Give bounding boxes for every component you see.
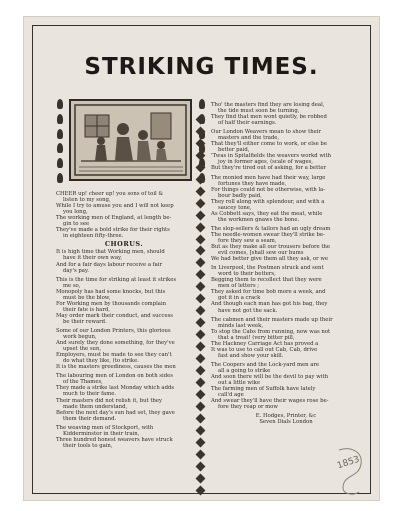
verse-line: It is the masters greediness, causes the men: [56, 364, 176, 371]
verse-line: But as they make all our trousers before the: [211, 244, 331, 251]
verse-line: gin to see: [63, 221, 90, 228]
woodcut-scene-image: [71, 101, 190, 179]
verse-line: the tide must soon be turning,: [218, 108, 300, 115]
verse-line: 'Twas in Spitalfields the weavers workd with: [211, 153, 332, 160]
left-ornament-column: [53, 99, 67, 183]
archive-stamp: [333, 444, 369, 498]
verse-line: They made a strike last Monday which adds: [56, 385, 175, 392]
verse-line: of the Thames,: [63, 379, 103, 386]
verse-line: their tools to gain,: [63, 442, 113, 449]
verse-line: out a little wike: [218, 380, 260, 387]
woodcut-illustration: [69, 99, 192, 181]
verse-line: fortunes they have made,: [218, 180, 287, 187]
verse-line: day's pay.: [63, 267, 89, 274]
verse-line: all a going to strike: [218, 367, 271, 374]
verse-line: The monied men have had their way, large: [211, 174, 326, 181]
verse-line: They roll along with splendour, and with a: [211, 198, 325, 205]
verse-line: And swear they'll have their wages rose be-: [211, 398, 329, 405]
verse-line: do what they like, (to strike.: [63, 358, 139, 365]
verse-line: got it in a crack: [218, 295, 261, 302]
verse-line: To stop the Cabs from running, now was not: [211, 328, 331, 335]
verse-line: work begun,: [63, 334, 97, 341]
stamp-text: 1853: [336, 454, 361, 472]
verse-line: The labouring men of London on both sides: [56, 373, 173, 380]
verse-line: And though each man has got his bag, they: [211, 301, 328, 308]
verse-line: bour badly paid,: [218, 192, 262, 199]
verse-line: you long,: [63, 209, 88, 216]
verse-line: And for a fair days labour receive a fair: [56, 261, 163, 268]
verse-line: Kidderminster in their train,: [63, 430, 140, 437]
verse-line: must be the blow,: [63, 294, 111, 301]
verse-line: The Hackney Carriage Act has proved a: [211, 340, 319, 347]
verse-line: listen to my song,: [63, 197, 111, 204]
center-ornament-column: [194, 116, 206, 494]
verse-line: in eighteen fifty-three.: [63, 233, 124, 240]
verse-line: As Cobbett says, they eat the meat, while: [211, 210, 323, 217]
verse-line: that a treat! (very bitter pill,: [218, 334, 295, 341]
right-text-column: [211, 102, 361, 425]
broadside-title: STRIKING TIMES.: [84, 54, 319, 80]
verse-line: In Liverpool, the Postmen struck and sent: [211, 265, 324, 272]
verse-line: The cabmen and their masters made up their: [211, 316, 333, 323]
verse-line: And soon there will be the devil to pay with: [211, 373, 328, 380]
verse-line: The needle-women swear they'll strike be-: [211, 231, 325, 238]
verse-line: upset the sun,: [63, 346, 102, 353]
verse-line: their fate is hard,: [63, 306, 110, 313]
verse-line: Their masters did not relish it, but they: [56, 397, 162, 404]
verse-line: better paid,: [218, 147, 250, 154]
verse-line: word to their betters,: [218, 271, 276, 278]
broadside-sheet: [23, 16, 380, 501]
verse-line: saucey tone,: [218, 204, 252, 211]
verse-line: masters and the trade,: [218, 135, 280, 142]
printer-imprint: [211, 413, 361, 425]
verse-line: For things could not be otherwise, with la-: [211, 186, 326, 193]
chorus-heading: CHORUS.: [104, 240, 144, 249]
verse-line: men of letters ;: [218, 283, 260, 290]
verse-line: The weaving men of Stockport, with: [56, 424, 154, 431]
imprint-location: Seven Dials London: [259, 419, 313, 426]
verse-line: They find that men wont quietly, be robbed: [211, 114, 327, 121]
verse-line: them their demand.: [63, 415, 117, 422]
verse-line: the workmen gnaws the bone.: [218, 216, 300, 223]
verse-line: The working men of England, at length be-: [56, 215, 172, 222]
verse-line: me so,: [63, 282, 81, 289]
verse-line: of half their earnings.: [218, 120, 277, 127]
verse-line: minds last week,: [218, 322, 264, 329]
verse-line: The Coopers and the Lock-yard men are: [211, 361, 320, 368]
verse-line: Our London Weavers mean to show their: [211, 129, 321, 136]
verse-line: joy in former ages, (scale of wages,: [218, 159, 313, 166]
verse-line: For Working men by thousands complain: [56, 300, 167, 307]
verse-line: That they'll either come to work, or else be: [211, 141, 327, 148]
left-text-column: [56, 188, 192, 449]
verse-line: They've made a bold strike for their rights: [56, 227, 170, 234]
verse-line: fore they sew a seam,: [218, 237, 277, 244]
verse-line: While I try to amuse you and I will not keep: [56, 203, 174, 210]
verse-line: have not got the sack.: [218, 307, 278, 314]
verse-line: The slop-sellers & tailors had an ugly dream: [211, 225, 331, 232]
verse-line: The farming men of Suffolk have lately: [211, 386, 316, 393]
verse-line: Three hundred honest weavers have struck: [56, 436, 173, 443]
verse-line: fast and show your skill.: [218, 352, 284, 359]
verse-line: Some of our London Printers, this glorious: [56, 327, 171, 334]
verse-line: It was to use to call out Cab, Cab, drive: [211, 346, 318, 353]
verse-line: evil comes, [shall sew our bums: [218, 250, 304, 257]
verse-line: much to their fame.: [63, 391, 117, 398]
verse-line: made them understand,: [63, 403, 128, 410]
verse-line: Employers, must be made to see they can't: [56, 352, 172, 359]
verse-line: have it their own way,: [63, 255, 122, 262]
verse-line: Begging them to recollect that they were: [211, 277, 322, 284]
verse-line: This is the time for striking at least it strikes: [56, 276, 177, 283]
verse-line: Monopoly has had some knocks, but this: [56, 288, 166, 295]
verse-line: They asked for time bob more a week, and: [211, 289, 326, 296]
verse-line: We had better give them all they ask, or we: [211, 256, 328, 263]
verse-line: May order mark their conduct, and success: [56, 312, 174, 319]
verse-line: It is high time that Working men, should: [56, 249, 165, 256]
verse-line: Before the next day's sun had set, they gave: [56, 409, 175, 416]
verse-line: CHEER up! cheer up! you sons of toil &: [56, 191, 164, 197]
verse-line: Tho' the masters find they are losing deal,: [211, 102, 325, 108]
verse-line: And surely they done something, for they've: [56, 340, 175, 347]
verse-line: be their reward.: [63, 318, 107, 325]
verse-line: But they're tired out of asking, for a better: [211, 165, 327, 172]
verse-line: fore they reap or mow: [218, 404, 278, 411]
imprint-printer: E. Hodges, Printer, &c: [255, 413, 317, 420]
verse-line: call'd age: [218, 392, 244, 399]
